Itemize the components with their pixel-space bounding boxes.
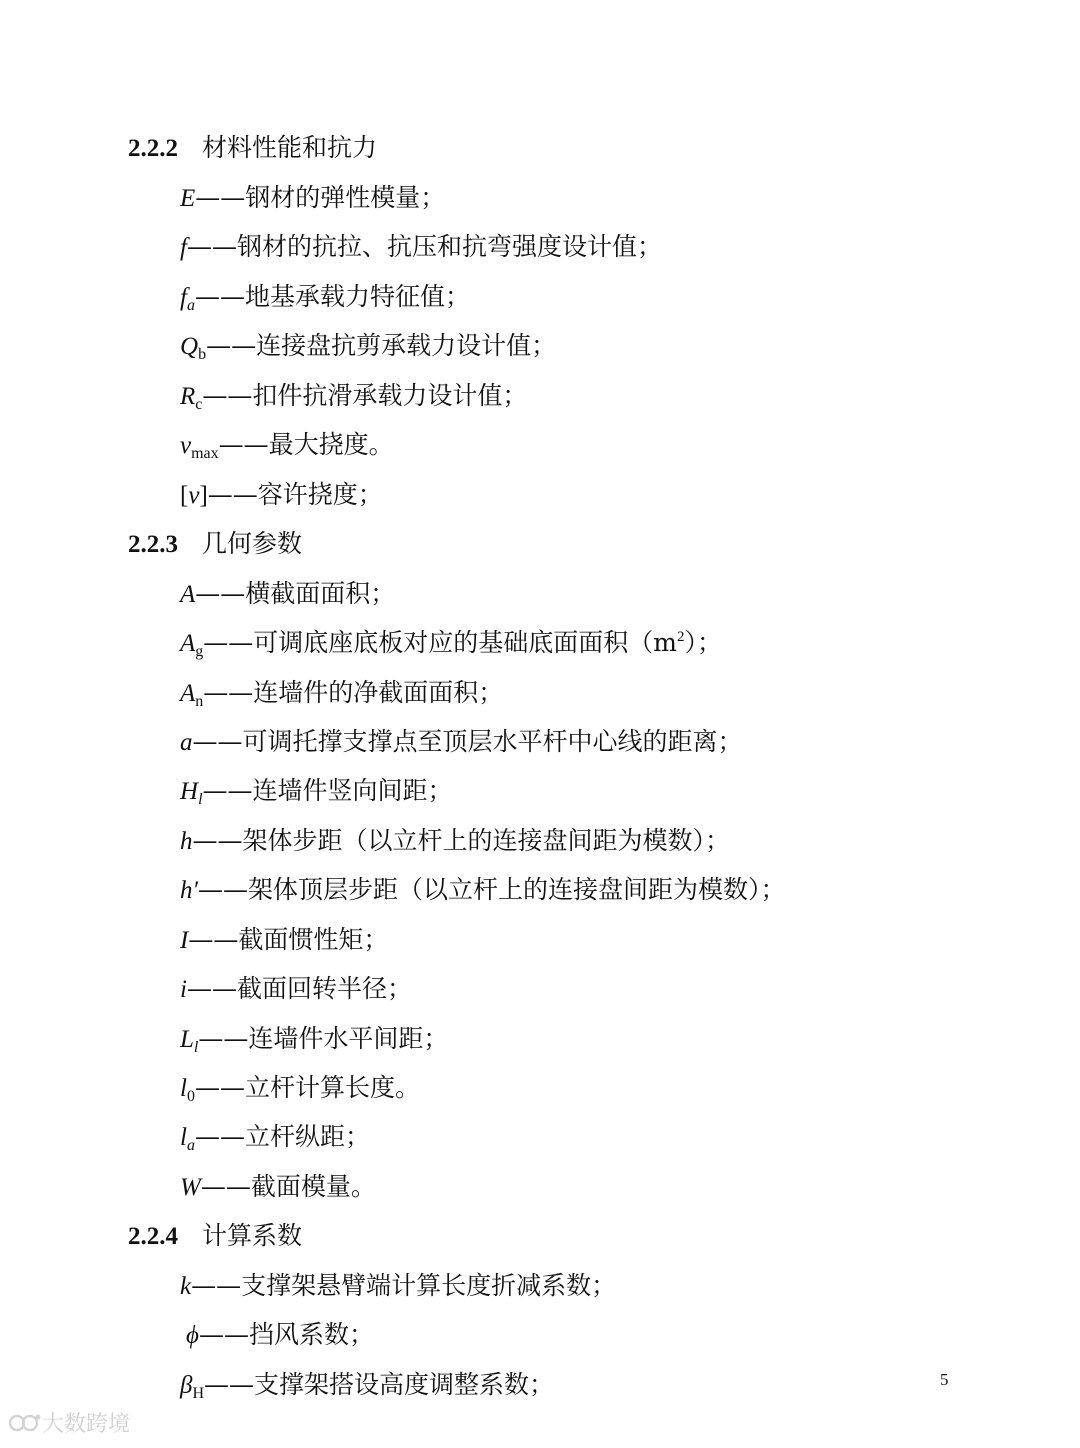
watermark [8,1407,130,1438]
symbol: R [180,383,196,410]
section-heading [128,128,377,164]
symbol: H [180,778,199,805]
section-title: 几何参数 [202,529,303,558]
definition-text: ——截面惯性矩； [188,925,389,954]
definition-text: ——挡风系数； [198,1320,374,1349]
symbol-subscript: max [191,445,219,462]
symbol-definition [180,870,785,906]
unit-superscript: 2 [677,629,685,645]
symbol-definition [180,771,453,807]
symbol-subscript: H [192,1385,205,1402]
definition-text: ——架体顶层步距（以立杆上的连接盘间距为模数）； [197,875,786,904]
definition-text: ——最大挠度。 [218,430,394,459]
symbol: E [180,185,196,212]
symbol-definition [180,178,445,214]
symbol-subscript: n [195,693,204,710]
symbol-definition [180,475,383,511]
symbol: v [188,482,200,509]
definition-text: ——连接盘抗剪承载力设计值； [206,331,557,360]
definition-text: ——截面模量。 [200,1172,376,1201]
definition-text: ——扣件抗滑承载力设计值； [202,381,528,410]
symbol: I [180,927,189,954]
definition-text: ——支撑架悬臂端计算长度折减系数； [191,1271,617,1300]
definition-text: ——立杆计算长度。 [194,1073,420,1102]
definition-text: ——横截面面积； [195,579,396,608]
definition-text: ——钢材的弹性模量； [195,183,446,212]
symbol-subscript: c [195,396,203,413]
symbol-subscript: a [186,1137,195,1154]
definition-text: ——可调托撑支撑点至顶层水平杆中心线的距离； [192,727,743,756]
bracket-open: [ [180,482,189,509]
symbol: l [180,1124,187,1151]
symbol-subscript: l [198,791,203,808]
section-number: 2.2.3 [128,531,178,558]
symbol-definition [186,1315,374,1351]
symbol-subscript: a [186,297,195,314]
definition-text-tail: ）； [684,628,723,657]
symbol-definition [180,969,412,1005]
symbol: A [180,680,196,707]
symbol-subscript: b [198,346,207,363]
symbol: h′ [180,877,198,904]
symbol-definition [180,574,395,610]
symbol-definition [180,1365,554,1401]
symbol: v [180,432,192,459]
definition-text: ——连墙件竖向间距； [202,776,453,805]
symbol: h [180,828,193,855]
symbol-definition [180,920,388,956]
watermark-text: 大数跨境 [42,1412,131,1437]
section-heading [128,1216,302,1252]
symbol: f [180,284,187,311]
symbol-subscript: g [195,643,204,660]
symbol-definition [180,1167,376,1203]
symbol-definition [180,1117,370,1153]
symbol-definition [180,326,556,362]
symbol: A [180,581,196,608]
symbol: W [180,1174,201,1201]
symbol: A [180,630,196,657]
section-title: 材料性能和抗力 [202,133,378,162]
section-heading [128,524,302,560]
definition-text: ——容许挠度； [207,480,383,509]
definition-text: ——连墙件水平间距； [198,1024,449,1053]
symbol-subscript: l [193,1039,199,1056]
symbol-definition [180,673,503,709]
definition-text: ——支撑架搭设高度调整系数； [204,1370,555,1399]
definition-text: ——钢材的抗拉、抗压和抗弯强度设计值； [186,232,662,261]
symbol-definition [180,376,527,412]
symbol: f [180,234,187,261]
symbol: i [180,976,187,1003]
symbol-definition [180,227,662,263]
symbol: l [180,1075,187,1102]
definition-text: ——立杆纵距； [194,1122,370,1151]
symbol: ϕ [186,1322,199,1349]
definition-text: ——截面回转半径； [186,974,412,1003]
symbol-definition [180,1266,616,1302]
symbol-definition [180,1019,448,1055]
symbol-definition [180,623,722,659]
symbol-subscript: 0 [186,1088,195,1105]
section-title: 计算系数 [202,1221,303,1250]
definition-text: ——连墙件的净截面面积； [203,678,504,707]
definition-text: ——可调底座底板对应的基础底面面积（m [203,628,677,657]
watermark-logo-icon [8,1411,42,1435]
definition-text: ——架体步距（以立杆上的连接盘间距为模数）； [192,826,731,855]
symbol: β [180,1372,193,1399]
page-number: 5 [940,1370,949,1389]
symbol: L [180,1026,194,1053]
symbol-definition [180,1068,420,1104]
section-number: 2.2.4 [128,1223,178,1250]
symbol: a [180,729,193,756]
symbol-definition [180,277,470,313]
symbol-definition [180,821,730,857]
symbol-definition [180,722,743,758]
symbol: Q [180,333,199,360]
symbol-definition [180,425,394,461]
definition-text: ——地基承载力特征值； [194,282,470,311]
symbol: k [180,1273,192,1300]
section-number: 2.2.2 [128,135,178,162]
bracket-close: ] [199,482,208,509]
